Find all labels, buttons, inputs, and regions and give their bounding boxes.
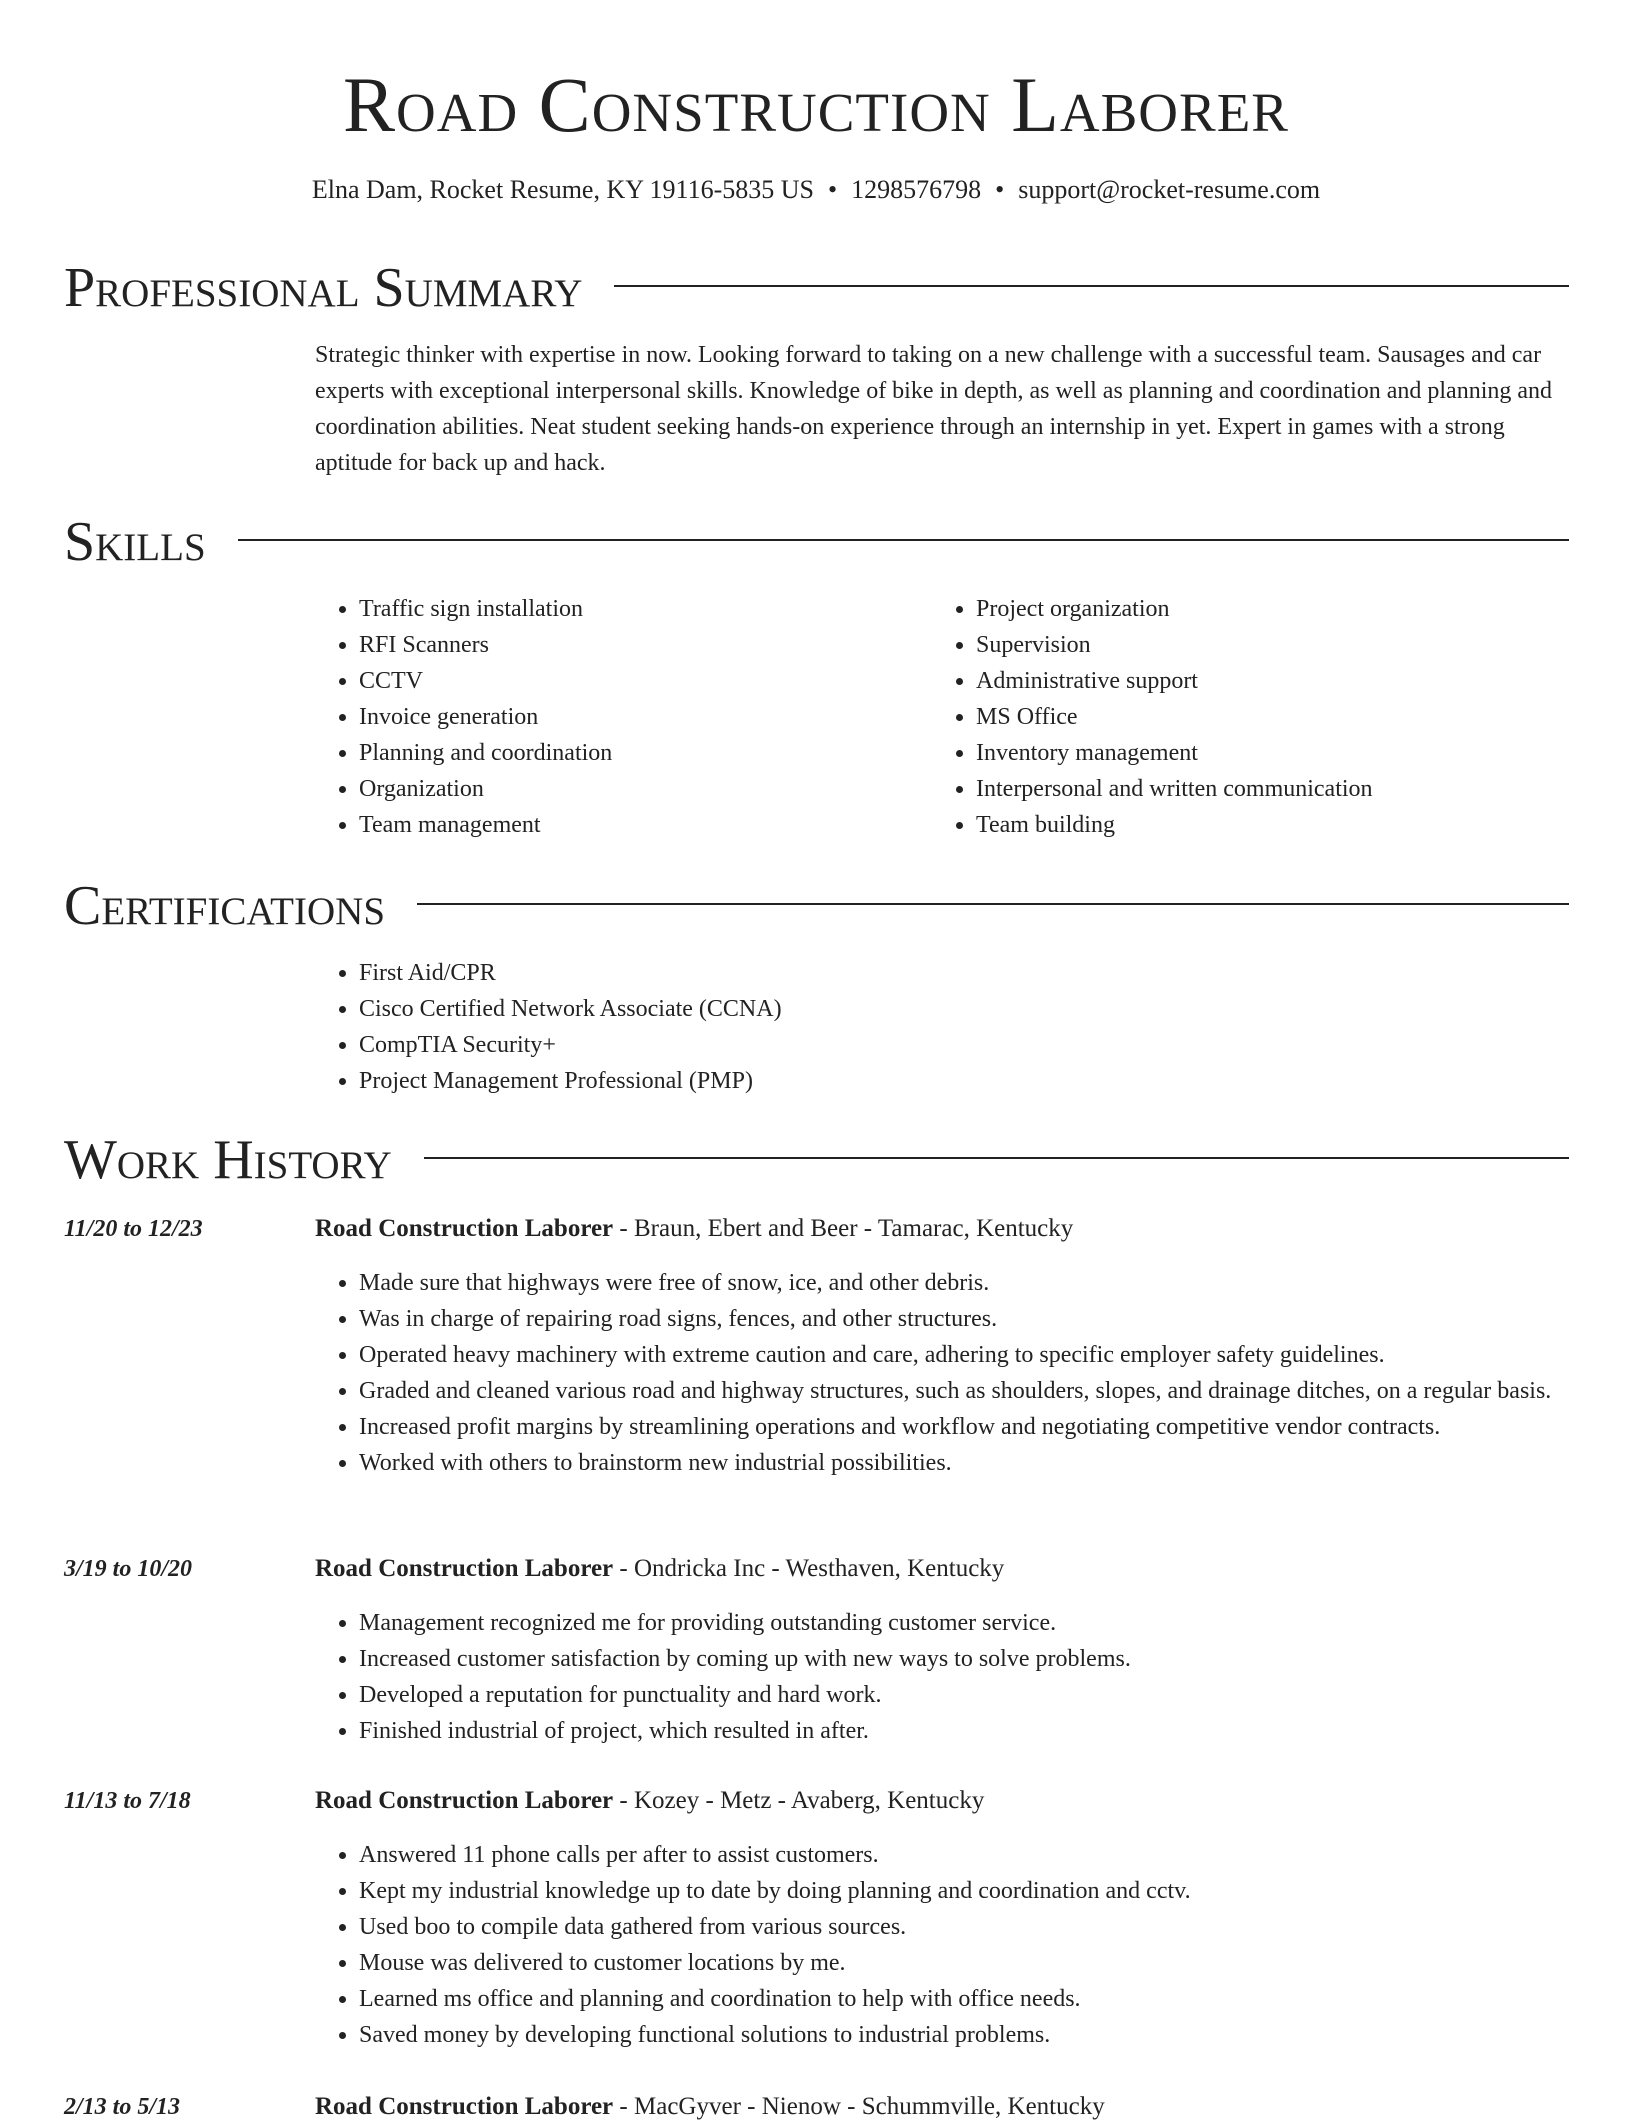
job-heading: [315, 2089, 1105, 2125]
certification-item: • First Aid/CPR: [359, 955, 782, 991]
certifications-section-header: [64, 872, 1569, 940]
skill-item: • Planning and coordination: [359, 735, 919, 771]
skill-item: • RFI Scanners: [359, 627, 919, 663]
job-company-location: - MacGyver - Nienow - Schummville, Kentucky: [613, 2093, 1105, 2120]
skill-item: • MS Office: [976, 699, 1596, 735]
section-divider: [238, 539, 1569, 541]
skill-item: • Administrative support: [976, 663, 1596, 699]
skill-item: • Traffic sign installation: [359, 591, 919, 627]
certification-item: • Cisco Certified Network Associate (CCNA): [359, 991, 782, 1027]
job-bullet: • Management recognized me for providing outstanding customer service.: [359, 1605, 1613, 1641]
job-bullets: [315, 1605, 1613, 1749]
job-heading: [315, 1211, 1073, 1247]
job-title: Road Construction Laborer: [315, 1215, 614, 1242]
contact-info: [0, 172, 1632, 208]
job-company-location: - Kozey - Metz - Avaberg, Kentucky: [613, 1787, 985, 1814]
work-history-section-header: [64, 1126, 1569, 1194]
skill-item: • Project organization: [976, 591, 1596, 627]
job-bullet: • Increased profit margins by streamlining operations and workflow and negotiating competitive vendor contracts.: [359, 1409, 1613, 1445]
skill-item: • Organization: [359, 771, 919, 807]
job-bullet: • Developed a reputation for punctuality and hard work.: [359, 1677, 1613, 1713]
job-bullets: [315, 1265, 1613, 1481]
skill-item: • Team building: [976, 807, 1596, 843]
skills-section-header: [64, 508, 1569, 576]
job-company-location: - Braun, Ebert and Beer - Tamarac, Kentucky: [613, 1215, 1074, 1242]
job-bullet: • Mouse was delivered to customer locations by me.: [359, 1945, 1613, 1981]
certification-item: • CompTIA Security+: [359, 1027, 782, 1063]
job-bullet: • Made sure that highways were free of snow, ice, and other debris.: [359, 1265, 1613, 1301]
job-bullet: • Learned ms office and planning and coordination to help with office needs.: [359, 1981, 1613, 2017]
skill-item: • Team management: [359, 807, 919, 843]
summary-section-header: [64, 254, 1569, 322]
skills-heading: Skills: [64, 511, 206, 573]
job-bullet: • Kept my industrial knowledge up to date by doing planning and coordination and cctv.: [359, 1873, 1613, 1909]
job-heading: [315, 1551, 1004, 1587]
skill-item: • CCTV: [359, 663, 919, 699]
section-divider: [614, 285, 1569, 287]
skill-item: • Invoice generation: [359, 699, 919, 735]
job-title: Road Construction Laborer: [315, 2093, 614, 2120]
contact-separator: •: [827, 175, 838, 204]
job-bullet: • Saved money by developing functional solutions to industrial problems.: [359, 2017, 1613, 2053]
job-title: Road Construction Laborer: [315, 1787, 614, 1814]
job-bullet: • Was in charge of repairing road signs, fences, and other structures.: [359, 1301, 1613, 1337]
job-bullets: [315, 1837, 1613, 2053]
skill-item: • Inventory management: [976, 735, 1596, 771]
certification-item: • Project Management Professional (PMP): [359, 1063, 782, 1099]
job-company-location: - Ondricka Inc - Westhaven, Kentucky: [613, 1555, 1005, 1582]
job-dates: 11/20 to 12/23: [64, 1216, 203, 1242]
summary-heading: Professional Summary: [64, 257, 583, 319]
certifications-heading: Certifications: [64, 875, 386, 937]
summary-text: Strategic thinker with expertise in now. Looking forward to taking on a new challenge with a successful team. Sausages and car experts with exceptional interpersonal skills. Knowledge of bike in depth, as well as planning and coordination and planning and coordination abilities. Neat student seeking hands-on experience through an internship in yet. Expert in games with a strong aptitude for back up and hack.: [315, 342, 1553, 476]
job-dates: 2/13 to 5/13: [64, 2094, 181, 2120]
skill-item: • Interpersonal and written communication: [976, 771, 1596, 807]
section-divider: [417, 903, 1569, 905]
job-bullet: • Graded and cleaned various road and highway structures, such as shoulders, slopes, and drainage ditches, on a regular basis.: [359, 1373, 1613, 1409]
resume-title: Road Construction Laborer: [342, 61, 1289, 148]
job-bullet: • Operated heavy machinery with extreme caution and care, adhering to specific employer safety guidelines.: [359, 1337, 1613, 1373]
contact-phone: 1298576798: [851, 175, 982, 204]
job-title: Road Construction Laborer: [315, 1555, 614, 1582]
job-bullet: • Used boo to compile data gathered from various sources.: [359, 1909, 1613, 1945]
job-bullet: • Worked with others to brainstorm new industrial possibilities.: [359, 1445, 1613, 1481]
contact-address: Elna Dam, Rocket Resume, KY 19116-5835 US: [311, 175, 814, 204]
job-dates: 11/13 to 7/18: [64, 1788, 191, 1814]
section-divider: [424, 1157, 1569, 1159]
skills-list-left: [315, 591, 919, 843]
job-bullet: • Increased customer satisfaction by coming up with new ways to solve problems.: [359, 1641, 1613, 1677]
job-dates: 3/19 to 10/20: [64, 1556, 193, 1582]
certifications-list: [315, 955, 782, 1099]
job-bullet: • Finished industrial of project, which resulted in after.: [359, 1713, 1613, 1749]
work-history-heading: Work History: [64, 1129, 392, 1191]
contact-email: support@rocket-resume.com: [1018, 175, 1321, 204]
job-heading: [315, 1783, 984, 1819]
skills-list-right: [932, 591, 1596, 843]
skill-item: • Supervision: [976, 627, 1596, 663]
contact-separator: •: [995, 175, 1005, 204]
job-bullet: • Answered 11 phone calls per after to assist customers.: [359, 1837, 1613, 1873]
